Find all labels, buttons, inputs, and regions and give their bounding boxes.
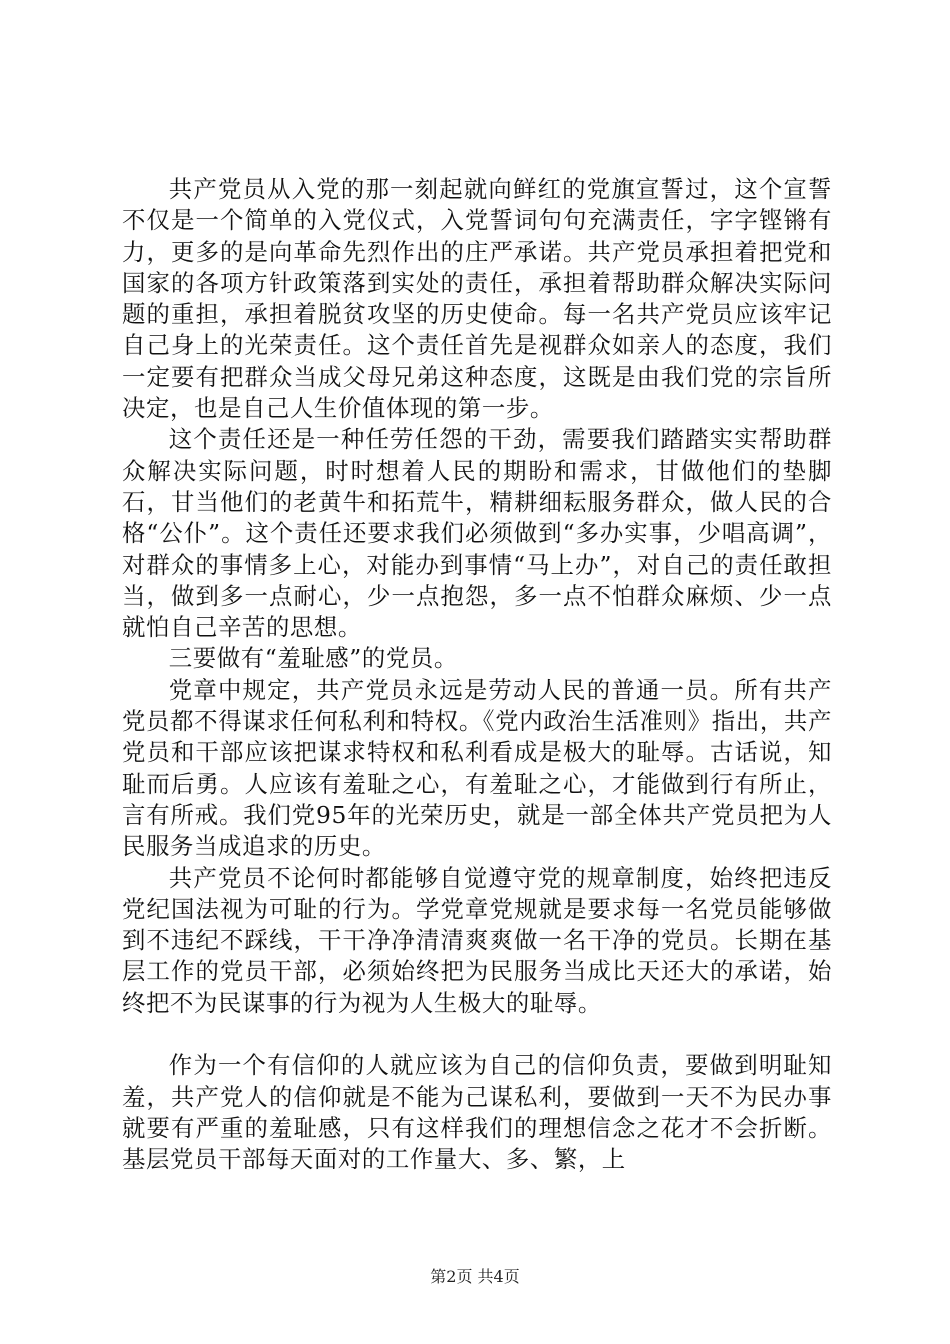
- paragraph-3: 党章中规定，共产党员永远是劳动人民的普通一员。所有共产党员都不得谋求任何私利和特权。《党内政治生活准则》指出，共产党员和干部应该把谋求特权和私利看成是极大的耻辱。古话说，知耻而后勇。人应该有羞耻之心，有羞耻之心，才能做到行有所止，言有所戒。我们党95年的光荣历史，就是一部全体共产党员把为人民服务当成追求的历史。: [122, 675, 832, 861]
- document-body: [122, 174, 832, 1176]
- paragraph-spacer: [122, 1019, 832, 1050]
- section-heading: 三要做有“羞耻感”的党员。: [168, 644, 458, 673]
- paragraph-4: 共产党员不论何时都能够自觉遵守党的规章制度，始终把违反党纪国法视为可耻的行为。学党章党规就是要求每一名党员能够做到不违纪不踩线，干干净净清清爽爽做一名干净的党员。长期在基层工作的党员干部，必须始终把为民服务当成比天还大的承诺，始终把不为民谋事的行为视为人生极大的耻辱。: [122, 863, 832, 1017]
- paragraph-1: 共产党员从入党的那一刻起就向鲜红的党旗宣誓过，这个宣誓不仅是一个简单的入党仪式，入党誓词句句充满责任，字字铿锵有力，更多的是向革命先烈作出的庄严承诺。共产党员承担着把党和国家的各项方针政策落到实处的责任，承担着帮助群众解决实际问题的重担，承担着脱贫攻坚的历史使命。每一名共产党员应该牢记自己身上的光荣责任。这个责任首先是视群众如亲人的态度，我们一定要有把群众当成父母兄弟这种态度，这既是由我们党的宗旨所决定，也是自己人生价值体现的第一步。: [122, 175, 832, 423]
- page-number-footer: 第2页 共4页: [430, 1267, 520, 1286]
- paragraph-2: 这个责任还是一种任劳任怨的干劲，需要我们踏踏实实帮助群众解决实际问题，时时想着人民的期盼和需求，甘做他们的垫脚石，甘当他们的老黄牛和拓荒牛，精耕细耘服务群众，做人民的合格“公仆”。这个责任还要求我们必须做到“多办实事，少唱高调”，对群众的事情多上心，对能办到事情“马上办”，对自己的责任敢担当，做到多一点耐心，少一点抱怨，多一点不怕群众麻烦、少一点就怕自己辛苦的思想。: [122, 425, 832, 642]
- paragraph-5: 作为一个有信仰的人就应该为自己的信仰负责，要做到明耻知羞，共产党人的信仰就是不能为己谋私利，要做到一天不为民办事就要有严重的羞耻感，只有这样我们的理想信念之花才不会折断。基层党员干部每天面对的工作量大、多、繁，上: [122, 1051, 832, 1174]
